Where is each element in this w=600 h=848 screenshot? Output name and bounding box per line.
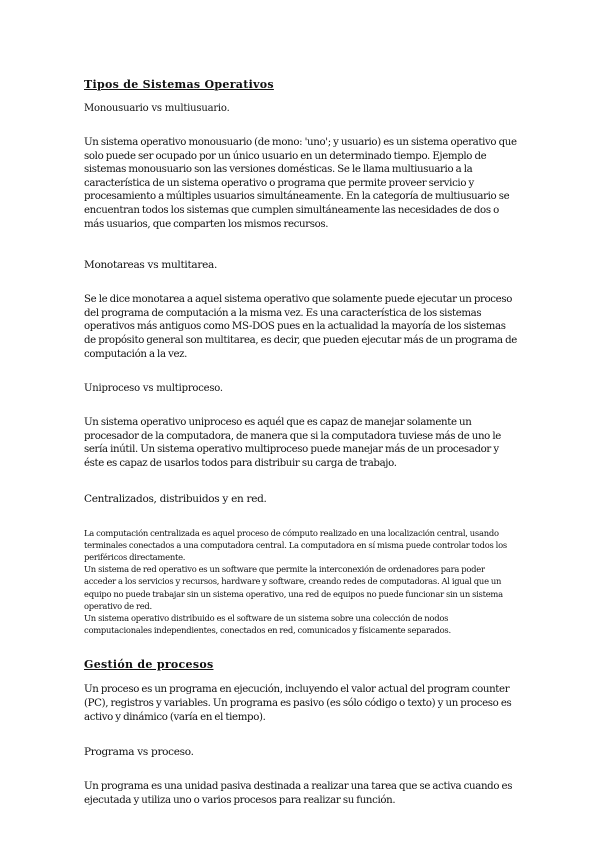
heading-monousuario: Monousuario vs multiusuario. bbox=[84, 103, 230, 114]
heading-centralizados: Centralizados, distribuidos y en red. bbox=[84, 492, 267, 505]
paragraph-distribuido: Un sistema operativo distribuido es el software de un sistema sobre una colección de nodos computacionales independientes, conectados en red, comunicados y físicamente separados. bbox=[84, 612, 451, 636]
paragraph-proceso: Un proceso es un programa en ejecución, incluyendo el valor actual del program counter (PC), registros y variables. Un programa es pasivo (es sólo código o texto) y un proceso es activo y dinámico (varía en el tiempo). bbox=[84, 684, 512, 723]
paragraph-monousuario: Un sistema operativo monousuario (de mono: 'uno'; y usuario) es un sistema operativo que solo puede ser ocupado por un único usuario en un determinado tiempo. Ejemplo de sistemas monousuario son las versiones domésticas. Se le llama multiusuario a la característica de un sistema operativo o programa que permite proveer servicio y procesamiento a múltiples usuarios simultáneamente. En la categoría de multiusuario se encuentran todos los sistemas que cumplen simultáneamente las necesidades de dos o más usuarios, que comparten los mismos recursos. bbox=[84, 137, 517, 230]
heading-monotarea: Monotareas vs multitarea. bbox=[84, 259, 217, 272]
section-title-gestion: Gestión de procesos bbox=[84, 658, 214, 672]
section-title-tipos: Tipos de Sistemas Operativos bbox=[84, 78, 274, 91]
paragraph-monotarea: Se le dice monotarea a aquel sistema operativo que solamente puede ejecutar un proceso del programa de computación a la misma vez. Es una característica de los sistemas operativos más antiguos como MS-DOS pues en la actualidad la mayoría de los sistemas de propósito general son multitarea, es decir, que pueden ejecutar más de un programa de computación a la vez. bbox=[84, 294, 517, 360]
heading-programa-proceso: Programa vs proceso. bbox=[84, 746, 194, 759]
paragraph-uniproceso: Un sistema operativo uniproceso es aquél que es capaz de manejar solamente un procesador de la computadora, de manera que si la computadora tuviese más de uno le sería inútil. Un sistema operativo multiproceso puede manejar más de un procesador y éste es capaz de usarlos todos para distribuir su carga de trabajo. bbox=[84, 417, 501, 469]
paragraph-centralizada: La computación centralizada es aquel proceso de cómputo realizado en una localización central, usando terminales conectados a una computadora central. La computadora en sí misma puede controlar todos los periféricos directamente. bbox=[84, 527, 507, 562]
paragraph-red: Un sistema de red operativo es un software que permite la interconexión de ordenadores para poder acceder a los servicios y recursos, hardware y software, creando redes de computadoras. Al igual que un equipo no puede trabajar sin un sistema operativo, una red de equipos no puede funcionar sin un sistema operativo de red. bbox=[84, 564, 503, 611]
heading-uniproceso: Uniproceso vs multiproceso. bbox=[84, 383, 223, 395]
paragraph-programa: Un programa es una unidad pasiva destinada a realizar una tarea que se activa cuando es ejecutada y utiliza uno o varios procesos para realizar su función. bbox=[84, 781, 513, 806]
